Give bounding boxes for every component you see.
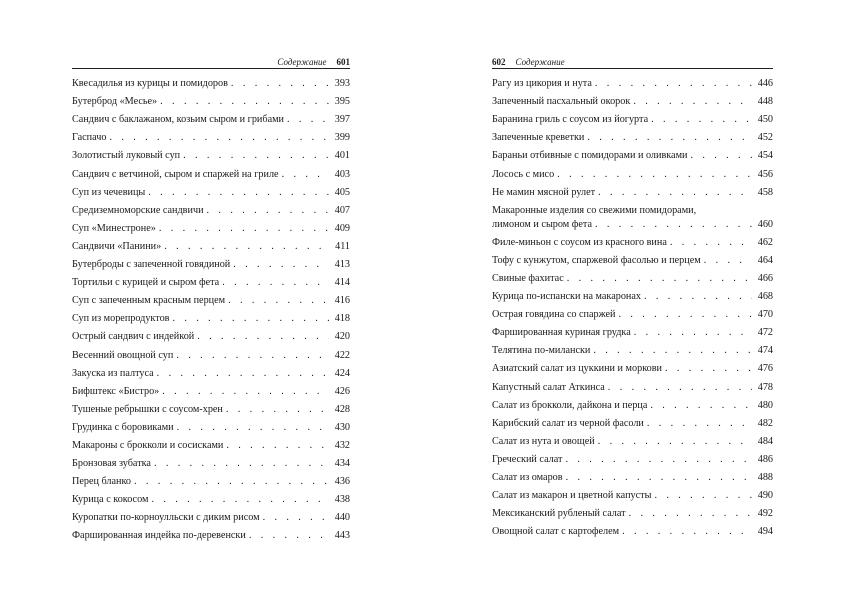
entry-title: Греческий салат — [492, 453, 563, 465]
dot-leader — [557, 168, 752, 181]
header-title: Содержание — [277, 57, 327, 67]
entry-page-number: 440 — [334, 512, 350, 524]
entry-title: Фаршированная индейка по-деревенски — [72, 530, 246, 542]
dot-leader — [593, 344, 752, 357]
toc-entry — [492, 181, 773, 199]
dot-leader — [644, 290, 752, 303]
dot-leader — [207, 204, 329, 217]
entry-page-number: 476 — [757, 363, 773, 375]
toc-entry — [492, 72, 773, 90]
dot-leader — [159, 222, 329, 235]
dot-leader — [282, 168, 329, 181]
dot-leader — [665, 362, 752, 375]
entry-page-number: 428 — [334, 403, 350, 415]
toc-entry — [72, 398, 350, 416]
dot-leader — [670, 236, 752, 249]
entry-page-number: 416 — [334, 295, 350, 307]
entry-title: Грудинка с боровиками — [72, 421, 174, 433]
dot-leader — [633, 95, 752, 108]
toc-entry — [72, 343, 350, 361]
entry-title: Тортильи с курицей и сыром фета — [72, 277, 220, 289]
entry-title: Салат из брокколи, дайкона и перца — [492, 399, 648, 411]
entry-title: Бронзовая зубатка — [72, 458, 151, 470]
dot-leader — [622, 525, 752, 538]
dot-leader — [177, 421, 329, 434]
entry-title: Карибский салат из черной фасоли — [492, 417, 644, 429]
entry-page-number: 448 — [757, 96, 773, 108]
dot-leader — [183, 149, 329, 162]
dot-leader — [618, 308, 752, 321]
entry-page-number: 443 — [334, 530, 350, 542]
entry-title: Филе-миньон с соусом из красного вина — [492, 236, 667, 248]
dot-leader — [650, 399, 752, 412]
entry-page-number: 422 — [334, 349, 350, 361]
entry-title: Салат из омаров — [492, 471, 563, 483]
header-rule — [72, 68, 350, 69]
toc-entry — [72, 416, 350, 434]
entry-title: Квесадилья из курицы и помидоров — [72, 78, 228, 90]
entry-page-number: 456 — [757, 168, 773, 180]
toc-entry — [492, 90, 773, 108]
entry-title: Мексиканский рубленый салат — [492, 508, 626, 520]
running-head — [72, 56, 350, 68]
toc-entry — [492, 267, 773, 285]
dot-leader — [222, 276, 329, 289]
toc-entry — [492, 108, 773, 126]
entry-title: Сандвич с баклажаном, козьим сыром и грибами — [72, 114, 284, 126]
entry-line — [492, 218, 773, 231]
dot-leader — [704, 254, 752, 267]
entry-title: Не мамин мясной рулет — [492, 186, 596, 198]
entry-title: Тушеные ребрышки с соусом-хрен — [72, 403, 223, 415]
dot-leader — [647, 417, 752, 430]
entry-page-number: 411 — [335, 240, 350, 252]
dot-leader — [634, 326, 752, 339]
entry-title: Перец бланко — [72, 476, 132, 488]
entry-page-number: 414 — [334, 277, 350, 289]
entry-page-number: 393 — [334, 78, 350, 90]
toc-entry — [72, 362, 350, 380]
toc-entry — [72, 271, 350, 289]
toc-entry — [492, 339, 773, 357]
entry-page-number: 401 — [334, 150, 350, 162]
entry-page-number: 407 — [334, 204, 350, 216]
entry-title: Сандвич с ветчиной, сыром и спаржей на гриле — [72, 168, 279, 180]
toc-entry — [72, 162, 350, 180]
entry-page-number: 480 — [757, 399, 773, 411]
toc-entry — [492, 466, 773, 484]
entry-page-number: 462 — [757, 236, 773, 248]
dot-leader — [629, 507, 752, 520]
entry-page-number: 436 — [334, 476, 350, 488]
toc-entry — [492, 394, 773, 412]
dot-leader — [233, 258, 329, 271]
dot-leader — [231, 77, 329, 90]
entry-page-number: 430 — [334, 421, 350, 433]
entry-page-number: 434 — [334, 458, 350, 470]
toc-entry — [72, 452, 350, 470]
dot-leader — [598, 186, 752, 199]
toc-entry — [492, 144, 773, 162]
toc-entry — [72, 181, 350, 199]
toc-entry — [72, 307, 350, 325]
dot-leader — [651, 113, 752, 126]
dot-leader — [226, 439, 329, 452]
toc-entry — [492, 357, 773, 375]
toc-entry — [492, 520, 773, 538]
entry-title: Овощной салат с картофелем — [492, 526, 620, 538]
dot-leader — [565, 453, 752, 466]
right-page — [421, 0, 842, 595]
entry-title: Тофу с кунжутом, спаржевой фасолью и перцем — [492, 254, 701, 266]
entry-page-number: 460 — [757, 218, 773, 230]
entry-page-number: 432 — [334, 439, 350, 451]
running-head — [492, 56, 773, 68]
entry-title: Свиные фахитас — [492, 272, 564, 284]
toc-entry — [72, 434, 350, 452]
header-title: Содержание — [515, 57, 565, 67]
entry-title: Бифштекс «Бистро» — [72, 385, 160, 397]
entry-title: Фаршированная куриная грудка — [492, 327, 631, 339]
entry-title: Весенний овощной суп — [72, 349, 174, 361]
dot-leader — [567, 272, 752, 285]
toc-entry — [72, 253, 350, 271]
entry-title: Суп с запеченным красным перцем — [72, 295, 226, 307]
entry-title: Суп из морепродуктов — [72, 313, 170, 325]
dot-leader — [228, 294, 329, 307]
dot-leader — [249, 529, 329, 542]
entry-page-number: 424 — [334, 367, 350, 379]
toc-entry — [492, 448, 773, 466]
entry-title-continued: лимоном и сыром фета — [492, 218, 592, 230]
entry-page-number: 472 — [757, 327, 773, 339]
entry-title: Азиатский салат из цуккини и моркови — [492, 363, 662, 375]
dot-leader — [154, 457, 329, 470]
dot-leader — [654, 489, 752, 502]
dot-leader — [598, 435, 752, 448]
dot-leader — [160, 95, 329, 108]
toc-entry — [492, 162, 773, 180]
entry-title: Сандвичи «Панини» — [72, 240, 162, 252]
entry-title: Лосось с мисо — [492, 168, 555, 180]
entry-page-number: 494 — [757, 526, 773, 538]
dot-leader — [595, 218, 752, 231]
dot-leader — [109, 131, 329, 144]
entry-title: Телятина по-милански — [492, 345, 591, 357]
toc-entry — [72, 524, 350, 542]
entry-page-number: 486 — [757, 453, 773, 465]
entry-page-number: 458 — [757, 186, 773, 198]
entry-title: Гаспачо — [72, 132, 107, 144]
entry-page-number: 490 — [757, 490, 773, 502]
dot-leader — [157, 367, 329, 380]
entry-title: Рагу из цикория и нута — [492, 78, 592, 90]
entry-page-number: 409 — [334, 222, 350, 234]
entry-page-number: 397 — [334, 114, 350, 126]
entry-title: Запеченный пасхальный окорок — [492, 96, 631, 108]
page-number: 601 — [336, 57, 350, 67]
entry-page-number: 454 — [757, 150, 773, 162]
dot-leader — [151, 493, 329, 506]
toc-entry — [72, 488, 350, 506]
entry-page-number: 452 — [757, 132, 773, 144]
toc-entry — [492, 484, 773, 502]
entry-page-number: 450 — [757, 114, 773, 126]
entry-page-number: 470 — [757, 309, 773, 321]
entry-title: Бараньи отбивные с помидорами и оливками — [492, 150, 688, 162]
entry-title: Суп из чечевицы — [72, 186, 146, 198]
toc-entry — [72, 90, 350, 108]
entry-title: Баранина гриль с соусом из йогурта — [492, 114, 649, 126]
entry-page-number: 438 — [334, 494, 350, 506]
entry-page-number: 464 — [757, 254, 773, 266]
toc-entry — [72, 506, 350, 524]
toc-entry — [492, 375, 773, 393]
header-rule — [492, 68, 773, 69]
dot-leader — [287, 113, 329, 126]
page-number: 602 — [492, 57, 506, 67]
dot-leader — [566, 471, 752, 484]
toc-entry — [72, 72, 350, 90]
toc-entry — [492, 231, 773, 249]
entry-title: Курица с кокосом — [72, 494, 149, 506]
toc-entry — [492, 412, 773, 430]
entry-page-number: 474 — [757, 345, 773, 357]
toc-entry — [72, 380, 350, 398]
dot-leader — [690, 149, 752, 162]
entry-page-number: 403 — [334, 168, 350, 180]
toc-entry — [72, 235, 350, 253]
entry-page-number: 399 — [334, 132, 350, 144]
toc-list — [72, 72, 350, 542]
toc-entry — [72, 325, 350, 343]
entry-page-number: 418 — [334, 313, 350, 325]
entry-title: Острый сандвич с индейкой — [72, 331, 195, 343]
toc-entry — [492, 502, 773, 520]
entry-title: Суп «Минестроне» — [72, 222, 156, 234]
toc-entry — [72, 199, 350, 217]
entry-title: Макаронные изделия со свежими помидорами, — [492, 204, 697, 216]
toc-entry — [72, 108, 350, 126]
toc-entry — [492, 249, 773, 267]
toc-entry — [492, 126, 773, 144]
dot-leader — [226, 403, 329, 416]
dot-leader — [263, 511, 329, 524]
entry-page-number: 478 — [757, 381, 773, 393]
entry-page-number: 466 — [757, 272, 773, 284]
toc-entry — [72, 126, 350, 144]
entry-page-number: 482 — [757, 417, 773, 429]
entry-title: Бутерброды с запеченной говядиной — [72, 259, 231, 271]
dot-leader — [595, 77, 752, 90]
entry-page-number: 484 — [757, 435, 773, 447]
entry-title: Средиземноморские сандвичи — [72, 204, 204, 216]
entry-title: Запеченные креветки — [492, 132, 585, 144]
entry-title: Салат из нута и овощей — [492, 435, 595, 447]
toc-entry — [492, 285, 773, 303]
dot-leader — [608, 381, 752, 394]
entry-title: Куропатки по-корноулльски с диким рисом — [72, 512, 260, 524]
entry-title: Курица по-испански на макаронах — [492, 291, 641, 303]
entry-title: Закуска из палтуса — [72, 367, 154, 379]
entry-page-number: 492 — [757, 508, 773, 520]
dot-leader — [176, 349, 329, 362]
dot-leader — [587, 131, 752, 144]
dot-leader — [164, 240, 329, 253]
toc-entry — [492, 321, 773, 339]
entry-title: Бутерброд «Месье» — [72, 96, 158, 108]
entry-page-number: 446 — [757, 78, 773, 90]
entry-page-number: 413 — [334, 259, 350, 271]
entry-title: Салат из макарон и цветной капусты — [492, 490, 652, 502]
dot-leader — [162, 385, 329, 398]
toc-entry — [492, 199, 773, 231]
dot-leader — [148, 186, 329, 199]
toc-entry — [72, 217, 350, 235]
entry-title: Макароны с брокколи и сосисками — [72, 439, 224, 451]
toc-entry — [72, 289, 350, 307]
toc-list — [492, 72, 773, 538]
entry-title: Острая говядина со спаржей — [492, 309, 616, 321]
dot-leader — [172, 312, 329, 325]
entry-page-number: 395 — [334, 96, 350, 108]
entry-page-number: 420 — [334, 331, 350, 343]
entry-title: Капустный салат Аткинса — [492, 381, 605, 393]
entry-page-number: 426 — [334, 385, 350, 397]
entry-page-number: 488 — [757, 471, 773, 483]
entry-title: Золотистый луковый суп — [72, 150, 181, 162]
entry-page-number: 468 — [757, 291, 773, 303]
toc-entry — [72, 470, 350, 488]
toc-entry — [492, 430, 773, 448]
dot-leader — [134, 475, 329, 488]
entry-page-number: 405 — [334, 186, 350, 198]
dot-leader — [197, 330, 329, 343]
toc-entry — [72, 144, 350, 162]
toc-entry — [492, 303, 773, 321]
